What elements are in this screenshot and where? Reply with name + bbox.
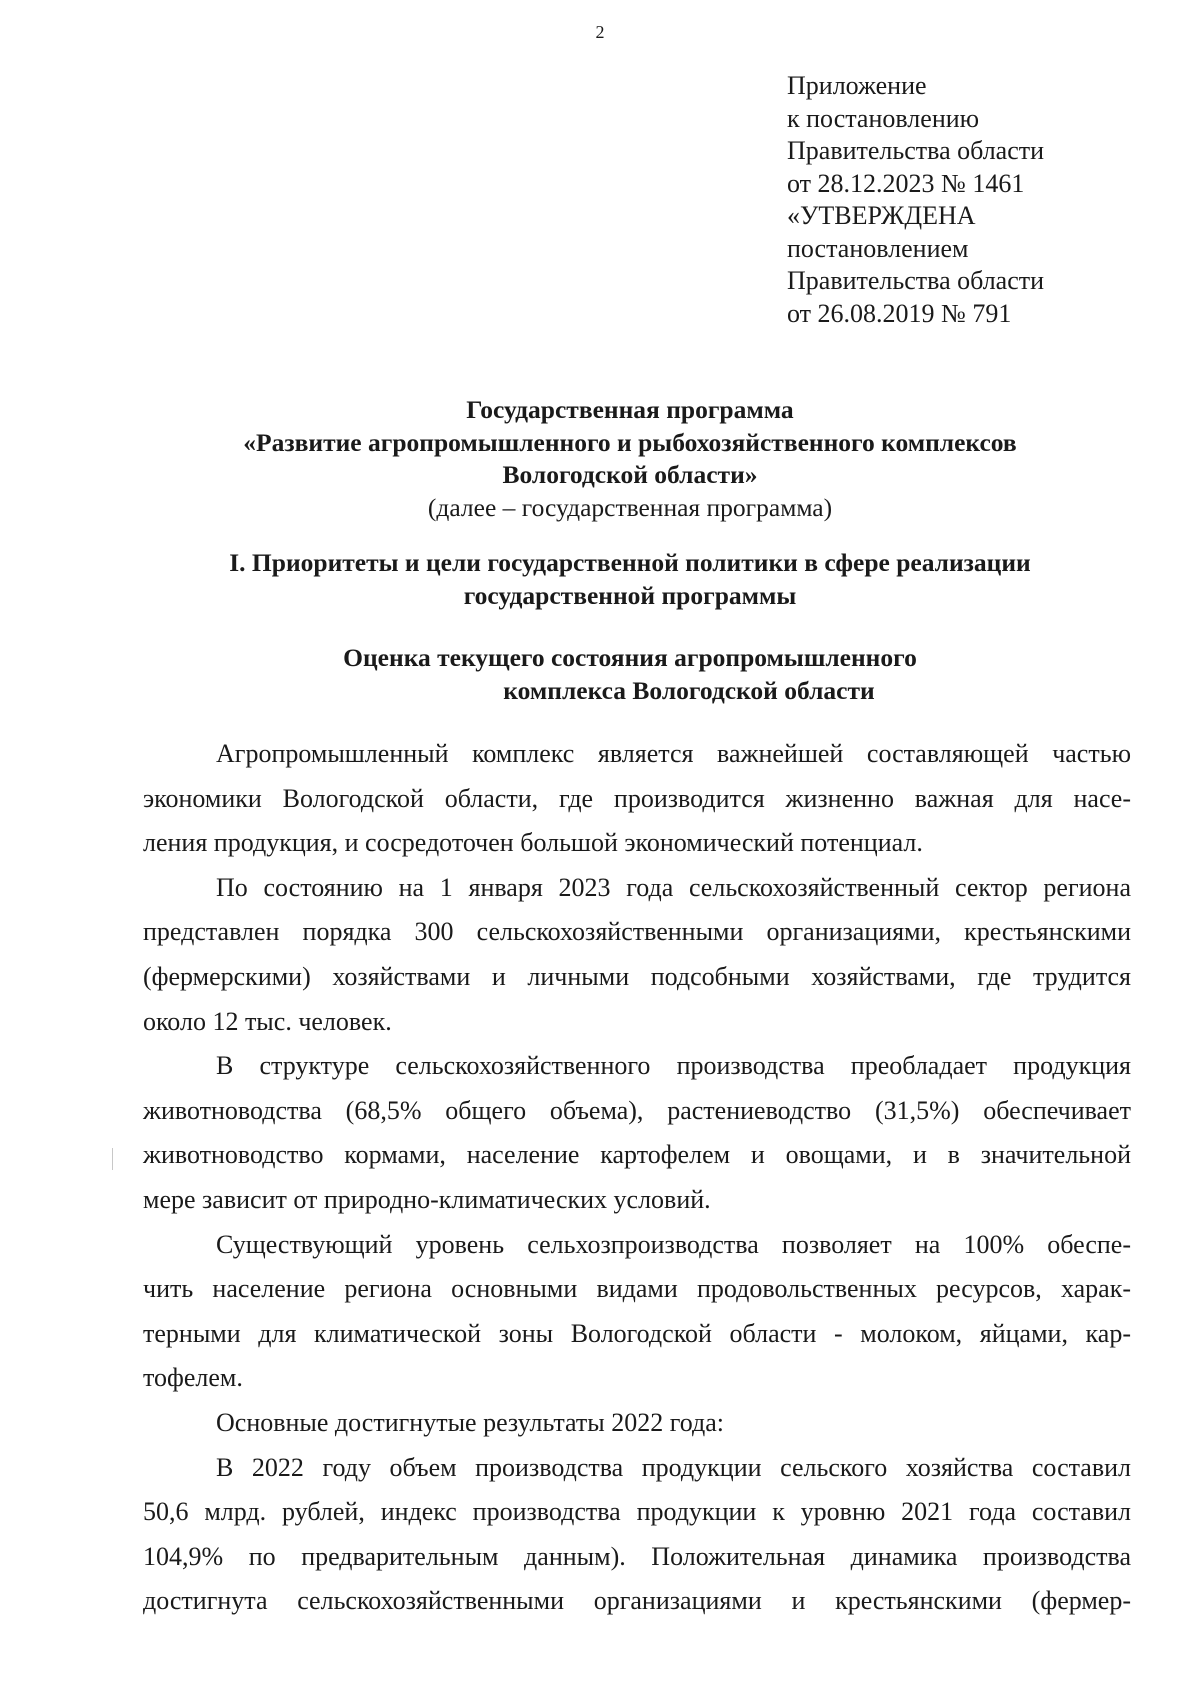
paragraph bbox=[143, 1401, 1131, 1446]
appendix-line: от 26.08.2019 № 791 bbox=[787, 298, 1012, 328]
paragraph-line: По состоянию на 1 января 2023 года сельскохозяйственный сектор региона bbox=[216, 872, 1131, 902]
paragraph-line: В структуре сельскохозяйственного производства преобладает продукция bbox=[216, 1051, 1131, 1081]
page-number: 2 bbox=[595, 22, 605, 42]
body-text bbox=[143, 732, 1131, 1624]
paragraph-line: представлен порядка 300 сельскохозяйственными организациями, крестьянскими bbox=[143, 917, 1131, 947]
margin-mark bbox=[112, 1148, 113, 1170]
paragraph bbox=[143, 1446, 1131, 1624]
paragraph bbox=[143, 1044, 1131, 1222]
appendix-line: Правительства области bbox=[787, 266, 1045, 295]
subsection-title-line: комплекса Вологодской области bbox=[503, 675, 875, 705]
subsection-title-line: Оценка текущего состояния агропромышленного bbox=[343, 643, 917, 672]
paragraph bbox=[143, 1223, 1131, 1401]
appendix-line: Правительства области bbox=[787, 136, 1045, 165]
paragraph-line: Основные достигнутые результаты 2022 года: bbox=[216, 1407, 724, 1437]
program-title-note: (далее – государственная программа) bbox=[427, 492, 833, 522]
paragraph-line: 104,9% по предварительным данным). Положительная динамика производства bbox=[143, 1541, 1131, 1571]
program-title bbox=[140, 394, 1120, 524]
section-title-line: государственной программы bbox=[463, 580, 797, 610]
paragraph-line: Агропромышленный комплекс является важнейшей составляющей частью bbox=[216, 739, 1131, 768]
paragraph-line: тофелем. bbox=[143, 1363, 243, 1393]
appendix-block bbox=[787, 70, 1044, 330]
paragraph-line: В 2022 году объем производства продукции сельского хозяйства составил bbox=[216, 1452, 1131, 1482]
paragraph bbox=[143, 866, 1131, 1044]
paragraph-line: около 12 тыс. человек. bbox=[143, 1006, 392, 1036]
paragraph-line: ления продукция, и сосредоточен большой экономический потенциал. bbox=[143, 828, 923, 858]
appendix-line: к постановлению bbox=[787, 103, 980, 133]
appendix-line: «УТВЕРЖДЕНА bbox=[787, 201, 976, 230]
paragraph-line: мере зависит от природно-климатических условий. bbox=[143, 1184, 711, 1214]
subsection-title bbox=[140, 642, 1120, 707]
section-title bbox=[140, 547, 1120, 612]
appendix-line: Приложение bbox=[787, 71, 927, 100]
paragraph-line: (фермерскими) хозяйствами и личными подсобными хозяйствами, где трудится bbox=[143, 961, 1131, 991]
section-title-line: I. Приоритеты и цели государственной политики в сфере реализации bbox=[229, 548, 1031, 577]
appendix-line: от 28.12.2023 № 1461 bbox=[787, 168, 1025, 198]
appendix-line: постановлением bbox=[787, 233, 969, 263]
paragraph-line: животноводства (68,5% общего объема), растениеводство (31,5%) обеспечивает bbox=[143, 1095, 1131, 1125]
paragraph-line: 50,6 млрд. рублей, индекс производства продукции к уровню 2021 года составил bbox=[143, 1497, 1131, 1527]
paragraph-line: экономики Вологодской области, где производится жизненно важная для насе- bbox=[143, 783, 1131, 813]
program-title-line: Государственная программа bbox=[466, 395, 794, 424]
paragraph-line: Существующий уровень сельхозпроизводства позволяет на 100% обеспе- bbox=[216, 1229, 1131, 1259]
program-title-line: «Развитие агропромышленного и рыбохозяйственного комплексов bbox=[243, 427, 1017, 457]
paragraph-line: чить население региона основными видами продовольственных ресурсов, харак- bbox=[143, 1274, 1131, 1304]
paragraph-line: терными для климатической зоны Вологодской области - молоком, яйцами, кар- bbox=[143, 1318, 1131, 1348]
paragraph-line: достигнута сельскохозяйственными организациями и крестьянскими (фермер- bbox=[143, 1586, 1131, 1616]
paragraph-line: животноводство кормами, население картофелем и овощами, и в значительной bbox=[143, 1140, 1131, 1170]
program-title-line: Вологодской области» bbox=[502, 460, 758, 489]
paragraph bbox=[143, 732, 1131, 866]
